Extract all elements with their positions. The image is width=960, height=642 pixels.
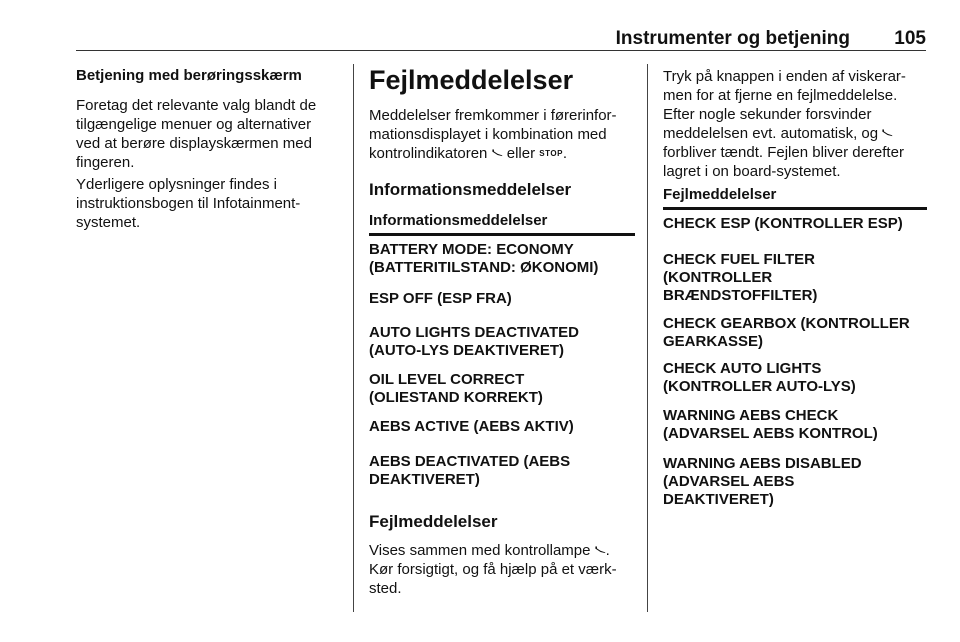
warning-lamp-icon	[492, 149, 503, 157]
error-item-1: CHECK ESP (KONTROLLER ESP)	[663, 215, 903, 232]
info-table-heading: Informationsmeddelelser	[369, 211, 635, 236]
touchscreen-para-2: Yderligere oplysninger findes i instruktionsbogen til Infotainment- systemet.	[76, 176, 301, 231]
section-title: Fejlmeddelelser	[369, 65, 574, 95]
wiper-paragraph: Tryk på knappen i enden af viskerar- men for at fjerne en fejlmeddelelse. Efter nogle sekunder forsvinder meddelelsen evt. automatisk, og forbliver tændt. Fejlen bliver derefter lagret i on board-systemet.	[663, 68, 906, 180]
error-table-heading: Fejlmeddelelser	[663, 185, 927, 210]
info-item-6: AEBS DEACTIVATED (AEBS DEAKTIVERET)	[369, 453, 571, 488]
warning-lamp-icon	[882, 129, 893, 137]
column-divider-2	[647, 64, 648, 612]
info-item-2: ESP OFF (ESP FRA)	[369, 290, 512, 307]
error-item-6: WARNING AEBS DISABLED (ADVARSEL AEBS DEAKTIVERET)	[663, 455, 862, 508]
error-paragraph: Vises sammen med kontrollampe . Kør forsigtigt, og få hjælp på et værk- sted.	[369, 542, 617, 597]
error-messages-heading: Fejlmeddelelser	[369, 512, 498, 531]
error-item-3: CHECK GEARBOX (KONTROLLER GEARKASSE)	[663, 315, 910, 350]
info-item-5: AEBS ACTIVE (AEBS AKTIV)	[369, 418, 574, 435]
error-item-4: CHECK AUTO LIGHTS (KONTROLLER AUTO-LYS)	[663, 360, 856, 395]
page-number: 105	[894, 28, 926, 49]
touchscreen-para-1: Foretag det relevante valg blandt de tilgængelige menuer og alternativer ved at berøre displayskærmen med fingeren.	[76, 97, 317, 171]
page-header-title: Instrumenter og betjening	[615, 28, 850, 49]
info-messages-heading: Informationsmeddelelser	[369, 180, 572, 199]
info-item-4: OIL LEVEL CORRECT (OLIESTAND KORREKT)	[369, 371, 543, 406]
info-item-3: AUTO LIGHTS DEACTIVATED (AUTO-LYS DEAKTIVERET)	[369, 324, 579, 359]
info-item-1: BATTERY MODE: ECONOMY (BATTERITILSTAND: ØKONOMI)	[369, 241, 599, 276]
intro-paragraph: Meddelelser fremkommer i førerinfor- mationsdisplayet i kombination med kontrolindikatoren eller STOP.	[369, 107, 617, 162]
error-item-5: WARNING AEBS CHECK (ADVARSEL AEBS KONTROL)	[663, 407, 878, 442]
touchscreen-heading: Betjening med berøringsskærm	[76, 67, 302, 84]
stop-icon: STOP	[539, 149, 563, 158]
warning-lamp-icon	[595, 546, 606, 554]
error-item-2: CHECK FUEL FILTER (KONTROLLER BRÆNDSTOFFILTER)	[663, 251, 818, 304]
header-rule	[76, 50, 926, 51]
column-divider-1	[353, 64, 354, 612]
